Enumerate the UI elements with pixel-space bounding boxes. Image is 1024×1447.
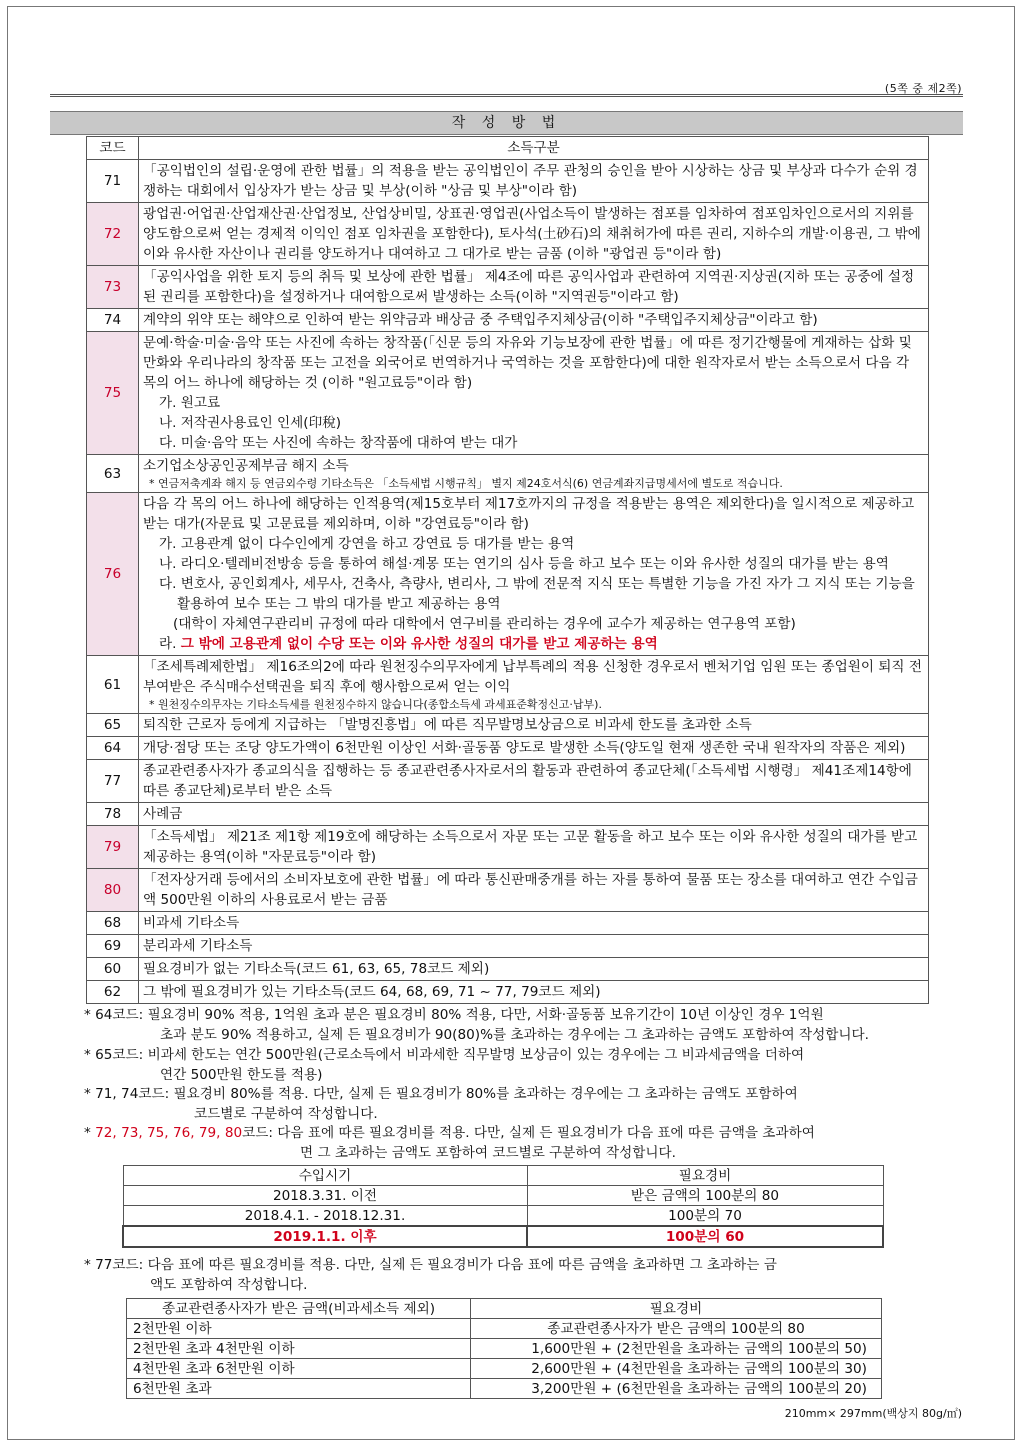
footnote-77	[84, 1255, 954, 1295]
income-description	[139, 826, 929, 869]
sub-item-note: (대학이 자체연구관리비 규정에 따라 대학에서 연구비를 관리하는 경우에 교수가 제공하는 연구용역 포함)	[173, 616, 796, 632]
income-code: 63	[87, 455, 139, 493]
sub-item: 나. 라디오·텔레비전방송 등을 통하여 해설·계몽 또는 연기의 심사 등을 하고 보수 또는 이와 유사한 성질의 대가를 받는 용역	[159, 556, 889, 572]
description-text: 개당·점당 또는 조당 양도가액이 6천만원 이상인 서화·골동품 양도로 발생한 소득(양도일 현재 생존한 국내 원작자의 작품은 제외)	[143, 740, 906, 756]
description-text: 필요경비가 없는 기타소득(코드 61, 63, 65, 78코드 제외)	[143, 961, 490, 977]
expense-rate: 받은 금액의 100분의 80	[527, 1186, 883, 1206]
footnote-bullet: *	[84, 1125, 96, 1141]
religion-row	[127, 1339, 882, 1359]
income-description	[139, 493, 929, 656]
income-description	[139, 656, 929, 714]
religion-expense: 2,600만원 + (4천만원을 초과하는 금액의 100분의 30)	[471, 1359, 882, 1379]
religion-amount: 4천만원 초과 6천만원 이하	[127, 1359, 471, 1379]
income-description	[139, 760, 929, 803]
description-text: 종교관련종사자가 종교의식을 집행하는 등 종교관련종사자로서의 활동과 관련하여 종교단체(「소득세법 시행령」 제41조제14항에 따른 종교단체)로부터 받은 소득	[143, 763, 912, 799]
income-code: 72	[87, 203, 139, 266]
expense-row	[123, 1206, 883, 1227]
religion-header-row	[127, 1299, 882, 1319]
table-note: * 연금저축계좌 해지 등 연금외수령 기타소득은 「소득세법 시행규칙」 별지 제24호서식(6) 연금계좌지급명세서에 별도로 적습니다.	[149, 477, 783, 490]
footnote-64-line1: * 64코드: 필요경비 90% 적용, 1억원 초과 분은 필요경비 80% 적용, 다만, 서화·골동품 보유기간이 10년 이상인 경우 1억원	[84, 1007, 824, 1023]
income-description	[139, 869, 929, 912]
expense-row	[123, 1226, 883, 1247]
income-code: 75	[87, 332, 139, 455]
table-row	[87, 714, 929, 737]
section-title: 작 성 방 법	[50, 111, 963, 135]
income-code: 69	[87, 935, 139, 958]
description-text: 분리과세 기타소득	[143, 938, 253, 954]
table-row	[87, 803, 929, 826]
income-code-table	[86, 136, 929, 1004]
description-text: 비과세 기타소득	[143, 915, 240, 931]
income-description	[139, 981, 929, 1004]
religion-amount: 2천만원 이하	[127, 1319, 471, 1339]
religion-amount: 6천만원 초과	[127, 1379, 471, 1399]
income-code: 74	[87, 309, 139, 332]
expense-header-period: 수입시기	[123, 1166, 527, 1186]
description-text: 그 밖에 필요경비가 있는 기타소득(코드 64, 68, 69, 71 ~ 77, 79코드 제외)	[143, 984, 601, 1000]
table-row	[87, 656, 929, 714]
religion-header-expense: 필요경비	[471, 1299, 882, 1319]
description-text: 사례금	[143, 806, 183, 822]
sub-item	[143, 634, 924, 654]
religion-row	[127, 1359, 882, 1379]
income-description	[139, 803, 929, 826]
income-description	[139, 958, 929, 981]
table-note: * 원천징수의무자는 기타소득세를 원천징수하지 않습니다(종합소득세 과세표준확정신고·납부).	[149, 698, 602, 711]
top-rule	[50, 94, 963, 97]
description-text: 「소득세법」 제21조 제1항 제19호에 해당하는 소득으로서 자문 또는 고문 활동을 하고 보수 또는 이와 유사한 성질의 대가를 받고 제공하는 용역(이하 "자문료등"이라 함)	[143, 829, 918, 865]
income-description	[139, 455, 929, 493]
income-description	[139, 203, 929, 266]
table-row	[87, 935, 929, 958]
description-text: 문예·학술·미술·음악 또는 사진에 속하는 창작품(「신문 등의 자유와 기능보장에 관한 법률」에 따른 정기간행물에 게재하는 삽화 및 만화와 우리나라의 창작품 또는 고전을 외국어로 번역하거나 국역하는 것을 포함한다)에 대한 원작자로서 받는 소득으로서 다음 각 목의 어느 하나에 해당하는 것 (이하 "원고료등"이라 함)	[143, 335, 912, 391]
income-code: 64	[87, 737, 139, 760]
sub-item: 가. 원고료	[159, 395, 221, 411]
income-description	[139, 714, 929, 737]
page-info: (5쪽 중 제2쪽)	[884, 82, 962, 95]
income-description	[139, 912, 929, 935]
description-text: 「전자상거래 등에서의 소비자보호에 관한 법률」에 따라 통신판매중개를 하는 자를 통하여 물품 또는 장소를 대여하고 연간 수입금액 500만원 이하의 사용료로서 받는 금품	[143, 872, 918, 908]
table-row	[87, 826, 929, 869]
expense-header-rate: 필요경비	[527, 1166, 883, 1186]
table-row	[87, 203, 929, 266]
description-text: 광업권·어업권·산업재산권·산업정보, 산업상비밀, 상표권·영업권(사업소득이 발생하는 점포를 임차하여 점포임차인으로서의 지위를 양도함으로써 얻는 경제적 이익인 점포 임차권을 포함한다), 토사석(土砂石)의 채취허가에 따른 권리, 지하수의 개발·이용권, 그 밖에 이와 유사한 자산이나 권리를 양도하거나 대여하고 그 대가로 받는 금품 (이하 "광업권 등"이라 함)	[143, 206, 921, 262]
table-row	[87, 958, 929, 981]
table-row	[87, 760, 929, 803]
expense-period: 2018.3.31. 이전	[123, 1186, 527, 1206]
sub-item-highlight: 그 밖에 고용관계 없이 수당 또는 이와 유사한 성질의 대가를 받고 제공하는 용역	[180, 636, 658, 652]
income-code: 61	[87, 656, 139, 714]
table-row	[87, 869, 929, 912]
expense-rate: 100분의 60	[527, 1226, 883, 1247]
expense-rate-table	[122, 1165, 884, 1248]
table-row	[87, 493, 929, 656]
income-description	[139, 935, 929, 958]
footnote-72-80	[84, 1123, 954, 1163]
sub-item: 가. 고용관계 없이 다수인에게 강연을 하고 강연료 등 대가를 받는 용역	[159, 536, 575, 552]
footnote-72-80-line1: 코드: 다음 표에 따른 필요경비를 적용. 다만, 실제 든 필요경비가 다음 표에 따른 금액을 초과하여	[242, 1125, 815, 1141]
footnote-64-line2: 초과 분도 90% 적용하고, 실제 든 필요경비가 90(80)%를 초과하는 경우에는 그 초과하는 금액도 포함하여 작성합니다.	[160, 1027, 869, 1043]
description-text: 「공익사업을 위한 토지 등의 취득 및 보상에 관한 법률」 제4조에 따른 공익사업과 관련하여 지역권·지상권(지하 또는 공중에 설정된 권리를 포함한다)을 설정하거나 대여함으로써 발생하는 소득(이하 "지역권등"이라고 함)	[143, 269, 915, 305]
expense-period: 2018.4.1. - 2018.12.31.	[123, 1206, 527, 1227]
table-row	[87, 266, 929, 309]
income-code: 60	[87, 958, 139, 981]
income-description	[139, 332, 929, 455]
sub-item: 다. 변호사, 공인회계사, 세무사, 건축사, 측량사, 변리사, 그 밖에 전문적 지식 또는 특별한 기능을 가진 자가 그 지식 또는 기능을 활용하여 보수 또는 그 밖의 대가를 받고 제공하는 용역	[159, 576, 915, 612]
table-row	[87, 912, 929, 935]
sub-item-prefix: 라.	[159, 636, 181, 652]
table-row	[87, 309, 929, 332]
income-code: 76	[87, 493, 139, 656]
religion-expense-table	[126, 1298, 882, 1399]
expense-period: 2019.1.1. 이후	[123, 1226, 527, 1247]
income-code: 65	[87, 714, 139, 737]
religion-amount: 2천만원 초과 4천만원 이하	[127, 1339, 471, 1359]
description-text: 다음 각 목의 어느 하나에 해당하는 인적용역(제15호부터 제17호까지의 규정을 적용받는 용역은 제외한다)을 일시적으로 제공하고 받는 대가(자문료 및 고문료를 제외하며, 이하 "강연료등"이라 함)	[143, 496, 915, 532]
religion-expense: 종교관련종사자가 받은 금액의 100분의 80	[471, 1319, 882, 1339]
income-description	[139, 160, 929, 203]
income-code: 80	[87, 869, 139, 912]
footnote-77-line2: 액도 포함하여 작성합니다.	[150, 1277, 308, 1293]
income-code: 78	[87, 803, 139, 826]
religion-expense: 1,600만원 + (2천만원을 초과하는 금액의 100분의 50)	[471, 1339, 882, 1359]
footnote-65-line2: 연간 500만원 한도를 적용)	[160, 1067, 323, 1083]
footnote-71-74	[84, 1084, 954, 1124]
header-desc: 소득구분	[139, 137, 929, 160]
paper-size-note: 210mm× 297mm(백상지 80g/㎡)	[784, 1407, 962, 1420]
income-description	[139, 309, 929, 332]
religion-row	[127, 1379, 882, 1399]
description-text: 퇴직한 근로자 등에게 지급하는 「발명진흥법」에 따른 직무발명보상금으로 비과세 한도를 초과한 소득	[143, 717, 752, 733]
table-row	[87, 737, 929, 760]
description-text: 계약의 위약 또는 해약으로 인하여 받는 위약금과 배상금 중 주택입주지체상금(이하 "주택입주지체상금"이라고 함)	[143, 312, 818, 328]
table-row	[87, 160, 929, 203]
table-row	[87, 981, 929, 1004]
description-text: 「공익법인의 설립·운영에 관한 법률」의 적용을 받는 공익법인이 주무 관청의 승인을 받아 시상하는 상금 및 부상과 다수가 순위 경쟁하는 대회에서 입상자가 받는 상금 및 부상(이하 "상금 및 부상"이라 함)	[143, 163, 918, 199]
income-code: 71	[87, 160, 139, 203]
income-code: 79	[87, 826, 139, 869]
table-row	[87, 332, 929, 455]
description-text: 「조세특례제한법」 제16조의2에 따라 원천징수의무자에게 납부특례의 적용 신청한 경우로서 벤처기업 임원 또는 종업원이 퇴직 전 부여받은 주식매수선택권을 퇴직 후에 행사함으로써 얻는 이익	[143, 659, 923, 695]
income-code: 73	[87, 266, 139, 309]
income-description	[139, 737, 929, 760]
income-code: 62	[87, 981, 139, 1004]
footnote-72-80-line2: 면 그 초과하는 금액도 포함하여 코드별로 구분하여 작성합니다.	[300, 1145, 676, 1161]
header-code: 코드	[87, 137, 139, 160]
footnote-71-74-line1: * 71, 74코드: 필요경비 80%를 적용. 다만, 실제 든 필요경비가 80%를 초과하는 경우에는 그 초과하는 금액도 포함하여	[84, 1086, 798, 1102]
table-row	[87, 455, 929, 493]
footnote-65	[84, 1045, 954, 1085]
income-code: 68	[87, 912, 139, 935]
sub-item: 다. 미술·음악 또는 사진에 속하는 창작품에 대하여 받는 대가	[159, 435, 518, 451]
expense-header-row	[123, 1166, 883, 1186]
religion-header-amount: 종교관련종사자가 받은 금액(비과세소득 제외)	[127, 1299, 471, 1319]
table-header-row	[87, 137, 929, 160]
income-description	[139, 266, 929, 309]
footnote-65-line1: * 65코드: 비과세 한도는 연간 500만원(근로소득에서 비과세한 직무발명 보상금이 있는 경우에는 그 비과세금액을 더하여	[84, 1047, 805, 1063]
footnote-red-codes: 72, 73, 75, 76, 79, 80	[95, 1125, 243, 1141]
footnote-64	[84, 1005, 954, 1045]
expense-rate: 100분의 70	[527, 1206, 883, 1227]
expense-row	[123, 1186, 883, 1206]
religion-expense: 3,200만원 + (6천만원을 초과하는 금액의 100분의 20)	[471, 1379, 882, 1399]
footnote-71-74-line2: 코드별로 구분하여 작성합니다.	[194, 1106, 378, 1122]
footnote-77-line1: * 77코드: 다음 표에 따른 필요경비를 적용. 다만, 실제 든 필요경비가 다음 표에 따른 금액을 초과하면 그 초과하는 금	[84, 1257, 777, 1273]
sub-item: 나. 저작권사용료인 인세(印稅)	[159, 415, 342, 431]
religion-row	[127, 1319, 882, 1339]
description-text: 소기업소상공인공제부금 해지 소득	[143, 458, 349, 474]
income-code: 77	[87, 760, 139, 803]
